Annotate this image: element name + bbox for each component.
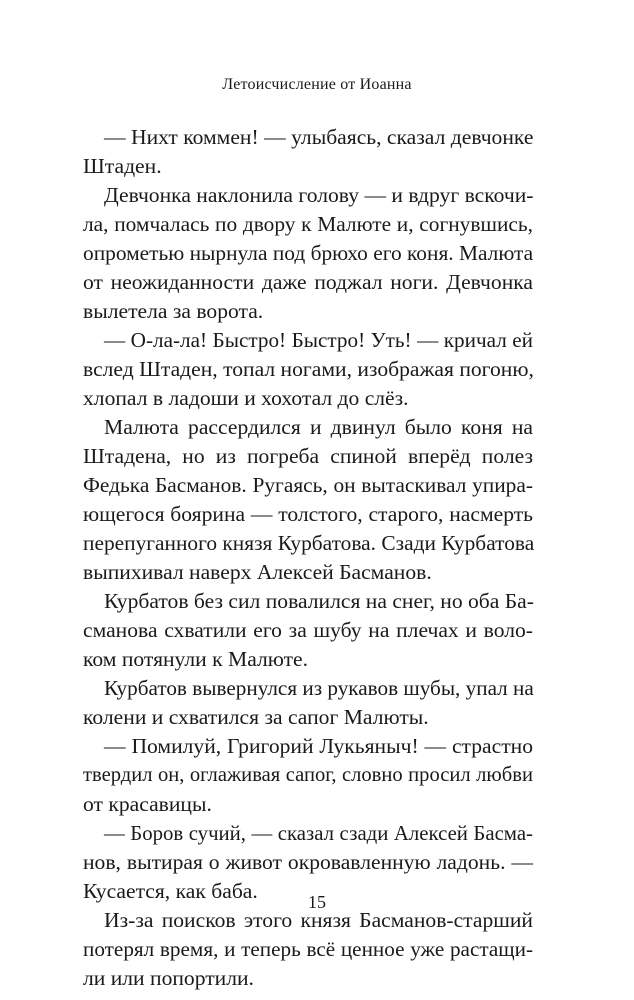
- page-number: 15: [308, 892, 326, 912]
- text-line: — Боров сучий, — сказал сзади Алексей Басма-: [104, 822, 533, 845]
- text-line: хлопал в ладоши и хохотал до слёз.: [83, 386, 409, 410]
- text-line: потерял время, и теперь всё ценное уже растащи-: [83, 937, 533, 961]
- text-line: Федька Басманов. Ругаясь, он вытаскивал упира-: [83, 473, 533, 497]
- text-line: ющегося боярина — толстого, старого, насмерть: [83, 502, 533, 526]
- text-line: Штадена, но из погреба спиной вперёд полез: [83, 444, 533, 468]
- text-line: перепуганного князя Курбатова. Сзади Курбатова: [83, 531, 535, 555]
- text-line: опрометью нырнула под брюхо его коня. Малюта: [83, 241, 534, 265]
- text-line: Кусается, как баба.: [83, 879, 258, 903]
- text-line: от красавицы.: [83, 792, 212, 816]
- text-line: Девчонка наклонила голову — и вдруг вскочи-: [104, 183, 534, 207]
- text-line: — Помилуй, Григорий Лукьяныч! — страстно: [104, 734, 533, 758]
- text-line: вслед Штаден, топал ногами, изображая погоню,: [83, 357, 534, 381]
- text-line: ли или попортили.: [83, 966, 254, 990]
- text-line: вылетела за ворота.: [83, 299, 264, 323]
- text-line: — Нихт коммен! — улыбаясь, сказал девчонке: [104, 125, 534, 149]
- running-head: Летоисчисление от Иоанна: [222, 76, 412, 93]
- text-line: ком потянули к Малюте.: [83, 647, 309, 671]
- body-text: [83, 123, 533, 993]
- text-line: сманова схватили его за шубу на плечах и воло-: [83, 618, 533, 642]
- text-line: Курбатов без сил повалился на снег, но оба Ба-: [104, 589, 534, 613]
- text-line: Штаден.: [83, 154, 162, 178]
- text-line: нов, вытирая о живот окровавленную ладонь. —: [83, 850, 533, 874]
- text-line: выпихивал наверх Алексей Басманов.: [83, 560, 432, 584]
- text-line: Малюта рассердился и двинул было коня на: [104, 415, 533, 439]
- text-line: — О-ла-ла! Быстро! Быстро! Уть! — кричал ей: [104, 328, 533, 352]
- text-line: Курбатов вывернулся из рукавов шубы, упал на: [104, 676, 534, 700]
- text-line: твердил он, оглаживая сапог, словно просил любви: [83, 764, 533, 786]
- text-line: ла, помчалась по двору к Малюте и, согнувшись,: [83, 212, 533, 236]
- text-line: Из-за поисков этого князя Басманов-старший: [104, 908, 533, 932]
- text-line: от неожиданности даже поджал ноги. Девчонка: [83, 270, 533, 294]
- text-line: колени и схватился за сапог Малюты.: [83, 705, 429, 729]
